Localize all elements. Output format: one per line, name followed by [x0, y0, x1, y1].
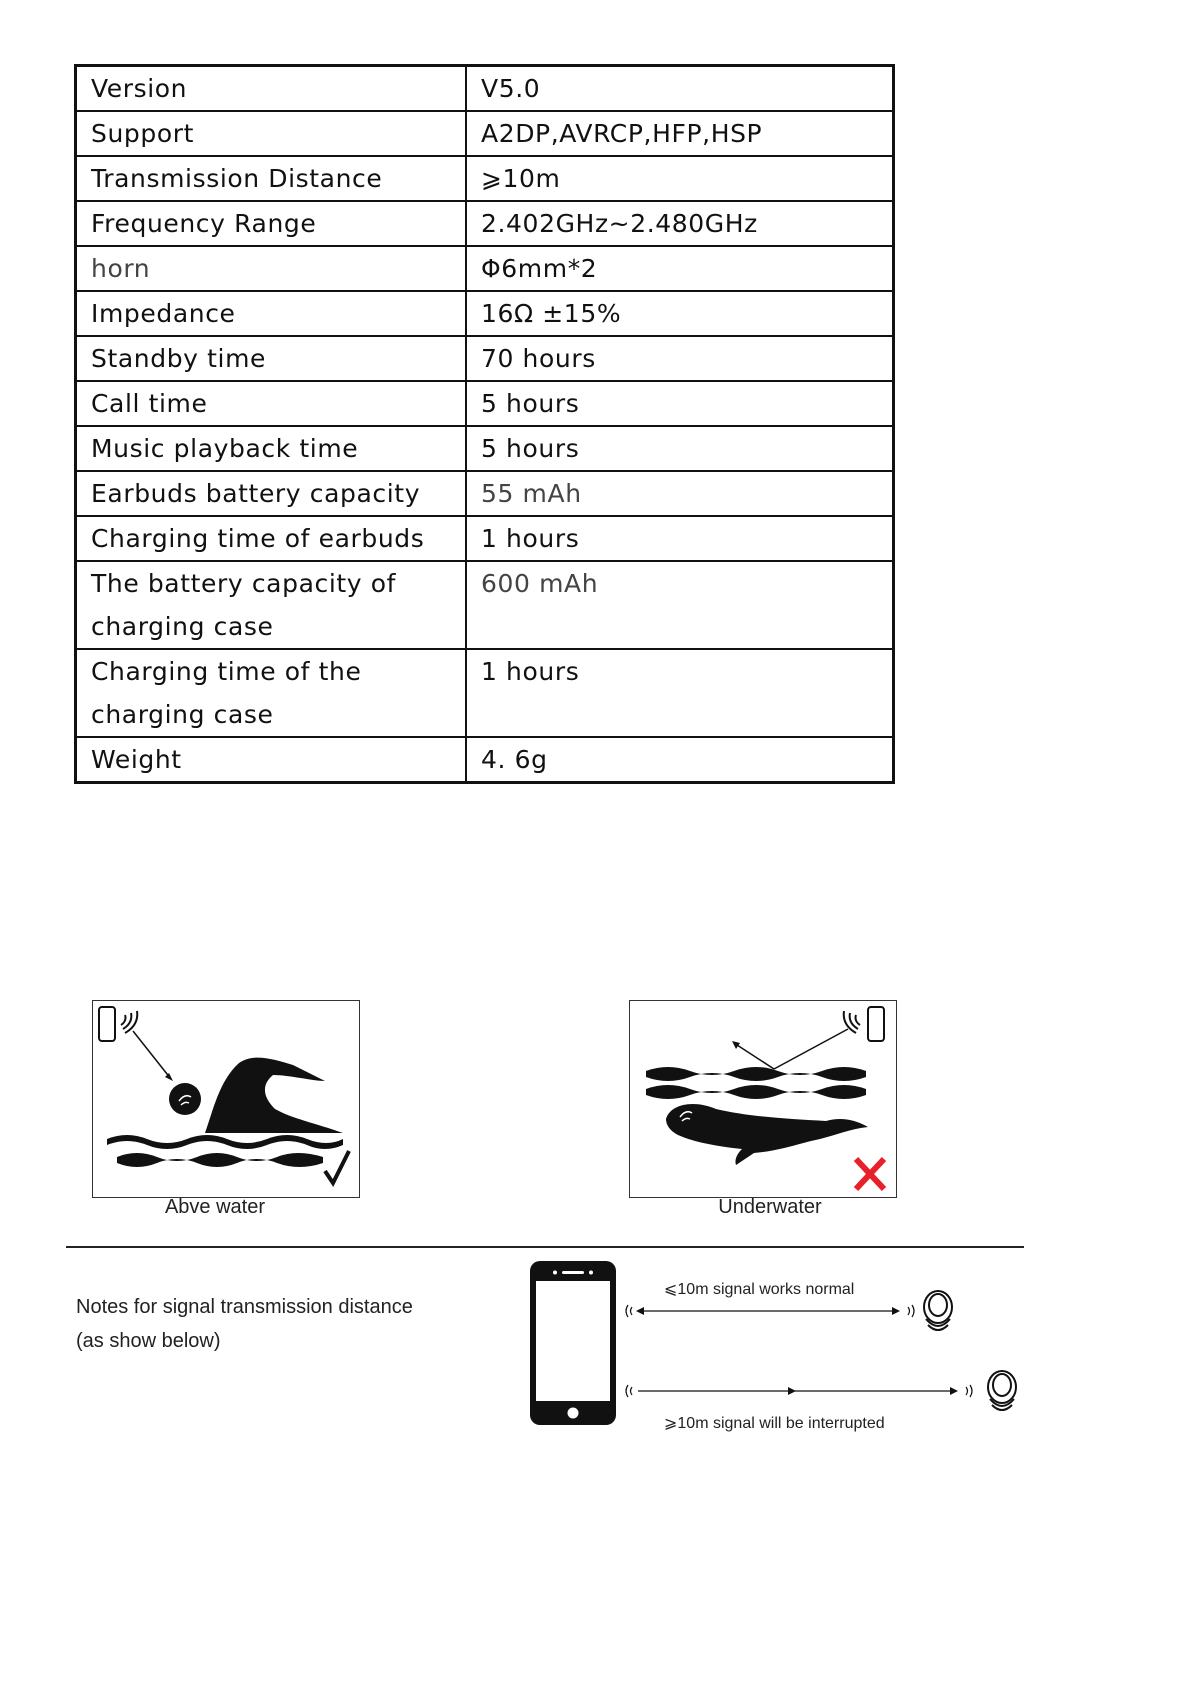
waves-icon — [646, 1067, 866, 1099]
spec-label: The battery capacity of charging case — [76, 561, 467, 649]
notes-line-1: Notes for signal transmission distance — [76, 1296, 413, 1318]
spec-value: Φ6mm*2 — [466, 246, 894, 291]
spec-label: Charging time of the charging case — [76, 649, 467, 737]
waves-icon — [107, 1135, 343, 1167]
above-water-illustration — [92, 1000, 360, 1198]
notes-line-2: (as show below) — [76, 1330, 221, 1352]
spec-row — [76, 471, 894, 516]
spec-row — [76, 156, 894, 201]
spec-row — [76, 111, 894, 156]
far-signal-label: ⩾10m signal will be interrupted — [664, 1415, 885, 1432]
spec-value: 2.402GHz~2.480GHz — [466, 201, 894, 246]
signal-line — [774, 1029, 848, 1069]
spec-label: Standby time — [76, 336, 467, 381]
spec-label: Support — [76, 111, 467, 156]
spec-value: ⩾10m — [466, 156, 894, 201]
spec-label: horn — [76, 246, 467, 291]
spec-row — [76, 649, 894, 737]
earbud-icon — [988, 1371, 1016, 1410]
swimmer-icon — [205, 1058, 343, 1133]
spec-label: Weight — [76, 737, 467, 783]
spec-label: Version — [76, 66, 467, 112]
spec-value: A2DP,AVRCP,HFP,HSP — [466, 111, 894, 156]
notes — [76, 1290, 516, 1358]
spec-label: Frequency Range — [76, 201, 467, 246]
spec-row — [76, 426, 894, 471]
phone-icon — [99, 1007, 115, 1041]
spec-row — [76, 291, 894, 336]
spec-label: Earbuds battery capacity — [76, 471, 467, 516]
spec-row — [76, 561, 894, 649]
spec-row — [76, 336, 894, 381]
spec-row — [76, 201, 894, 246]
spec-row — [76, 66, 894, 112]
spec-label: Charging time of earbuds — [76, 516, 467, 561]
underwater-illustration — [629, 1000, 897, 1198]
spec-label: Transmission Distance — [76, 156, 467, 201]
spec-value: 1 hours — [466, 649, 894, 737]
spec-label: Call time — [76, 381, 467, 426]
spec-value: 5 hours — [466, 426, 894, 471]
spec-value: 4. 6g — [466, 737, 894, 783]
divider — [66, 1246, 1024, 1248]
cross-icon — [856, 1159, 884, 1189]
spec-value: 16Ω ±15% — [466, 291, 894, 336]
spec-row — [76, 246, 894, 291]
phone-icon — [530, 1261, 616, 1425]
earbud-icon — [924, 1291, 952, 1330]
reflected-line — [734, 1043, 774, 1069]
near-signal-line — [626, 1305, 914, 1317]
near-signal-label: ⩽10m signal works normal — [664, 1281, 855, 1298]
signal-diagram — [520, 1255, 1040, 1445]
spec-value: 55 mAh — [466, 471, 894, 516]
spec-value: 5 hours — [466, 381, 894, 426]
spec-table — [74, 64, 895, 784]
spec-value: 70 hours — [466, 336, 894, 381]
spec-row — [76, 737, 894, 783]
spec-row — [76, 381, 894, 426]
signal-arrow — [133, 1031, 171, 1079]
spec-value: 600 mAh — [466, 561, 894, 649]
spec-row — [76, 516, 894, 561]
far-signal-line — [626, 1385, 972, 1397]
signal-waves-icon — [121, 1011, 137, 1033]
check-icon — [325, 1151, 349, 1183]
phone-icon — [868, 1007, 884, 1041]
spec-value: 1 hours — [466, 516, 894, 561]
above-water-caption: Abve water — [164, 1196, 266, 1218]
spec-label: Music playback time — [76, 426, 467, 471]
underwater-caption: Underwater — [718, 1196, 822, 1218]
earbud-icon — [169, 1083, 201, 1115]
spec-label: Impedance — [76, 291, 467, 336]
diver-icon — [666, 1104, 868, 1165]
spec-value: V5.0 — [466, 66, 894, 112]
